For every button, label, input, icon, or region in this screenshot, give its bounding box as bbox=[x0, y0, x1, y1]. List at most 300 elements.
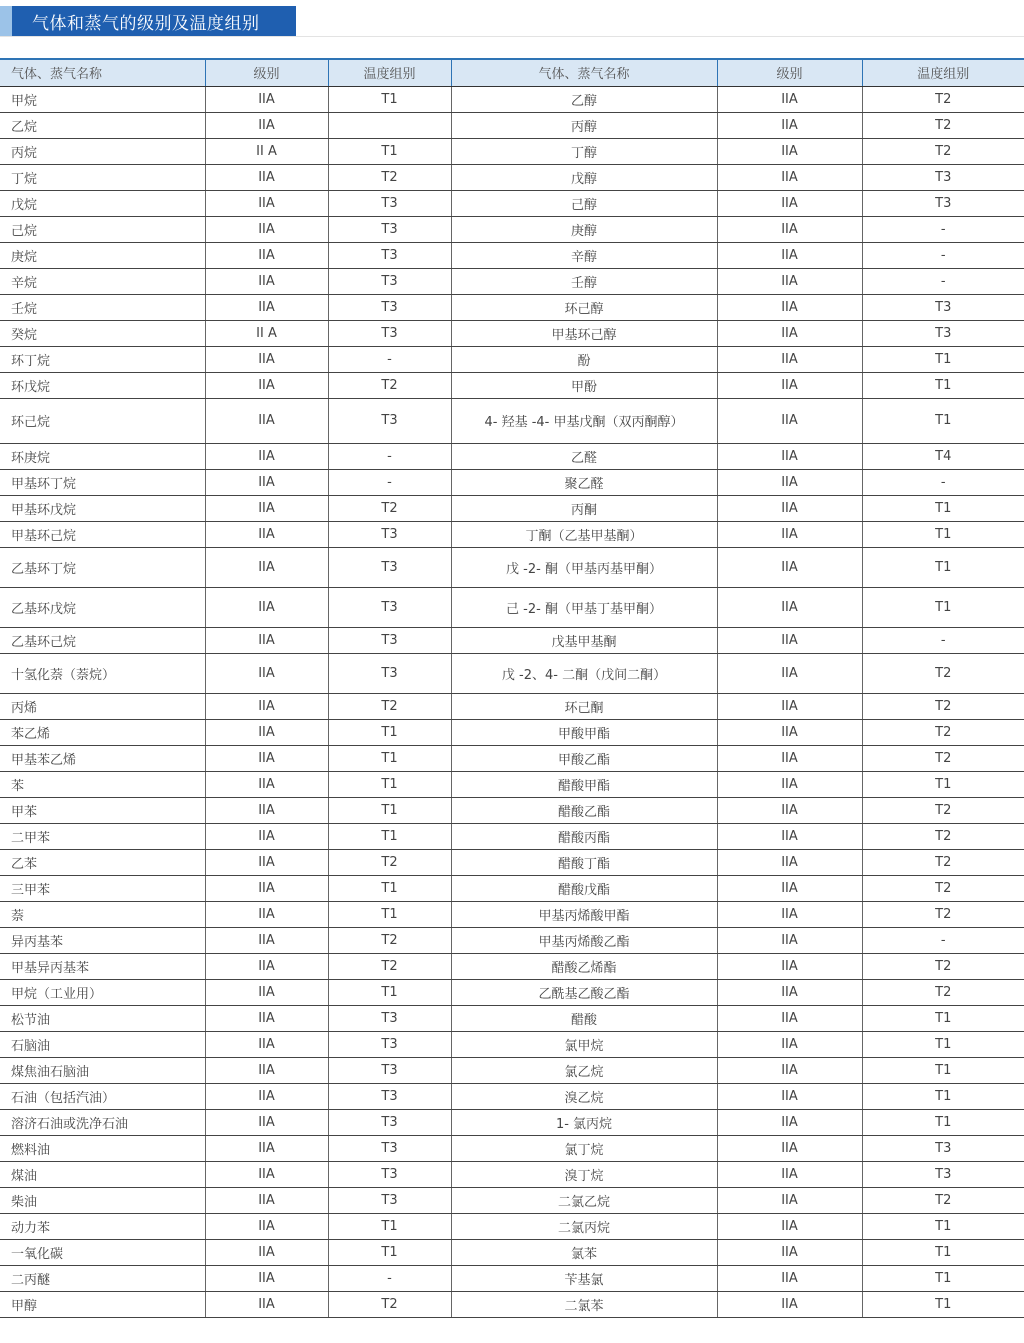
table-row bbox=[0, 112, 1024, 138]
cell-name-left: 三甲苯 bbox=[0, 875, 205, 901]
table-row bbox=[0, 346, 1024, 372]
cell-group-right: IIA bbox=[717, 745, 862, 771]
cell-temp-left: T3 bbox=[328, 1031, 451, 1057]
cell-group-right: IIA bbox=[717, 1239, 862, 1265]
cell-group-right: IIA bbox=[717, 443, 862, 469]
cell-temp-left: T3 bbox=[328, 398, 451, 443]
cell-temp-left: T3 bbox=[328, 653, 451, 693]
cell-group-left: IIA bbox=[205, 587, 328, 627]
cell-temp-left: - bbox=[328, 346, 451, 372]
cell-name-left: 石脑油 bbox=[0, 1031, 205, 1057]
table-row bbox=[0, 1265, 1024, 1291]
cell-temp-left: T3 bbox=[328, 547, 451, 587]
cell-group-left: IIA bbox=[205, 797, 328, 823]
cell-group-right: IIA bbox=[717, 294, 862, 320]
cell-temp-left: T3 bbox=[328, 190, 451, 216]
cell-group-left: IIA bbox=[205, 294, 328, 320]
cell-name-right: 戊 -2- 酮（甲基丙基甲酮） bbox=[451, 547, 717, 587]
cell-temp-right: T2 bbox=[862, 901, 1024, 927]
cell-temp-left: T3 bbox=[328, 216, 451, 242]
cell-name-right: 丙醇 bbox=[451, 112, 717, 138]
cell-temp-right: T1 bbox=[862, 372, 1024, 398]
table-row bbox=[0, 268, 1024, 294]
cell-name-left: 壬烷 bbox=[0, 294, 205, 320]
cell-group-right: IIA bbox=[717, 521, 862, 547]
cell-temp-right: T3 bbox=[862, 1135, 1024, 1161]
cell-group-left: IIA bbox=[205, 745, 328, 771]
cell-name-left: 甲醇 bbox=[0, 1291, 205, 1317]
header-name-1: 气体、蒸气名称 bbox=[0, 59, 205, 86]
table-row bbox=[0, 875, 1024, 901]
cell-group-left: IIA bbox=[205, 653, 328, 693]
cell-group-left: IIA bbox=[205, 1083, 328, 1109]
cell-temp-left: T2 bbox=[328, 849, 451, 875]
table-row bbox=[0, 1291, 1024, 1317]
header-group-1: 级别 bbox=[205, 59, 328, 86]
cell-name-left: 异丙基苯 bbox=[0, 927, 205, 953]
cell-temp-left: T1 bbox=[328, 797, 451, 823]
cell-name-right: 己 -2- 酮（甲基丁基甲酮） bbox=[451, 587, 717, 627]
table-row bbox=[0, 953, 1024, 979]
cell-group-left: IIA bbox=[205, 1135, 328, 1161]
cell-group-right: IIA bbox=[717, 587, 862, 627]
cell-temp-left: T1 bbox=[328, 979, 451, 1005]
title-divider bbox=[0, 36, 1024, 37]
cell-group-left: IIA bbox=[205, 1265, 328, 1291]
cell-temp-right: - bbox=[862, 469, 1024, 495]
cell-group-left: II A bbox=[205, 138, 328, 164]
table-row bbox=[0, 242, 1024, 268]
cell-name-right: 二氯乙烷 bbox=[451, 1187, 717, 1213]
cell-group-right: IIA bbox=[717, 1187, 862, 1213]
cell-temp-right: T2 bbox=[862, 653, 1024, 693]
cell-temp-right: T1 bbox=[862, 587, 1024, 627]
cell-group-right: IIA bbox=[717, 1109, 862, 1135]
cell-group-left: IIA bbox=[205, 875, 328, 901]
cell-group-left: IIA bbox=[205, 1057, 328, 1083]
cell-group-right: IIA bbox=[717, 1291, 862, 1317]
cell-temp-right: T1 bbox=[862, 521, 1024, 547]
cell-temp-right: T3 bbox=[862, 190, 1024, 216]
cell-group-right: IIA bbox=[717, 1057, 862, 1083]
table-row bbox=[0, 927, 1024, 953]
cell-name-right: 丙酮 bbox=[451, 495, 717, 521]
table-row bbox=[0, 443, 1024, 469]
cell-temp-left: T2 bbox=[328, 693, 451, 719]
cell-temp-right: T2 bbox=[862, 797, 1024, 823]
cell-group-right: IIA bbox=[717, 320, 862, 346]
table-row bbox=[0, 164, 1024, 190]
table-row bbox=[0, 693, 1024, 719]
cell-name-left: 一氧化碳 bbox=[0, 1239, 205, 1265]
cell-name-right: 氯甲烷 bbox=[451, 1031, 717, 1057]
table-row bbox=[0, 372, 1024, 398]
cell-name-left: 煤焦油石脑油 bbox=[0, 1057, 205, 1083]
cell-temp-right: T2 bbox=[862, 112, 1024, 138]
cell-name-right: 丁醇 bbox=[451, 138, 717, 164]
table-row bbox=[0, 901, 1024, 927]
cell-name-left: 甲基苯乙烯 bbox=[0, 745, 205, 771]
table-row bbox=[0, 1005, 1024, 1031]
table-row bbox=[0, 797, 1024, 823]
table-row bbox=[0, 1239, 1024, 1265]
cell-temp-left: T3 bbox=[328, 587, 451, 627]
cell-name-left: 动力苯 bbox=[0, 1213, 205, 1239]
cell-temp-right: T1 bbox=[862, 1109, 1024, 1135]
cell-group-left: IIA bbox=[205, 927, 328, 953]
cell-group-left: IIA bbox=[205, 398, 328, 443]
table-row bbox=[0, 745, 1024, 771]
header-group-2: 级别 bbox=[717, 59, 862, 86]
cell-name-left: 乙基环己烷 bbox=[0, 627, 205, 653]
cell-name-right: 戊 -2、4- 二酮（戊间二酮） bbox=[451, 653, 717, 693]
cell-group-right: IIA bbox=[717, 1161, 862, 1187]
cell-name-left: 甲基异丙基苯 bbox=[0, 953, 205, 979]
cell-group-left: IIA bbox=[205, 1239, 328, 1265]
cell-name-right: 二氯苯 bbox=[451, 1291, 717, 1317]
table-row bbox=[0, 190, 1024, 216]
cell-temp-right: T4 bbox=[862, 443, 1024, 469]
cell-temp-right: T1 bbox=[862, 1291, 1024, 1317]
cell-temp-left: T3 bbox=[328, 1187, 451, 1213]
table-row bbox=[0, 495, 1024, 521]
cell-temp-right: - bbox=[862, 268, 1024, 294]
cell-group-right: IIA bbox=[717, 216, 862, 242]
table-row bbox=[0, 653, 1024, 693]
cell-name-right: 氯苯 bbox=[451, 1239, 717, 1265]
cell-name-left: 二甲苯 bbox=[0, 823, 205, 849]
cell-temp-right: T2 bbox=[862, 138, 1024, 164]
cell-name-right: 乙酰基乙酸乙酯 bbox=[451, 979, 717, 1005]
gas-classification-table bbox=[0, 58, 1024, 1318]
cell-temp-right: T2 bbox=[862, 979, 1024, 1005]
table-row bbox=[0, 979, 1024, 1005]
cell-group-right: IIA bbox=[717, 1135, 862, 1161]
cell-name-right: 氯丁烷 bbox=[451, 1135, 717, 1161]
cell-name-right: 乙醛 bbox=[451, 443, 717, 469]
cell-group-right: IIA bbox=[717, 797, 862, 823]
cell-temp-right: T1 bbox=[862, 771, 1024, 797]
table-body bbox=[0, 86, 1024, 1317]
cell-group-right: IIA bbox=[717, 1005, 862, 1031]
cell-group-right: IIA bbox=[717, 190, 862, 216]
cell-name-right: 辛醇 bbox=[451, 242, 717, 268]
cell-group-left: IIA bbox=[205, 693, 328, 719]
cell-group-right: IIA bbox=[717, 1213, 862, 1239]
cell-temp-left: T3 bbox=[328, 268, 451, 294]
cell-name-right: 1- 氯丙烷 bbox=[451, 1109, 717, 1135]
cell-temp-left: T3 bbox=[328, 242, 451, 268]
table-header-row bbox=[0, 59, 1024, 86]
cell-name-right: 醋酸 bbox=[451, 1005, 717, 1031]
cell-temp-right: - bbox=[862, 927, 1024, 953]
table-row bbox=[0, 1187, 1024, 1213]
cell-name-left: 煤油 bbox=[0, 1161, 205, 1187]
cell-temp-right: T2 bbox=[862, 953, 1024, 979]
cell-temp-right: T1 bbox=[862, 346, 1024, 372]
cell-name-right: 醋酸乙烯酯 bbox=[451, 953, 717, 979]
cell-name-left: 环己烷 bbox=[0, 398, 205, 443]
cell-temp-right: - bbox=[862, 627, 1024, 653]
cell-name-left: 甲基环丁烷 bbox=[0, 469, 205, 495]
cell-name-left: 甲基环戊烷 bbox=[0, 495, 205, 521]
cell-name-left: 庚烷 bbox=[0, 242, 205, 268]
cell-name-left: 柴油 bbox=[0, 1187, 205, 1213]
cell-temp-left: T3 bbox=[328, 1109, 451, 1135]
cell-temp-left: - bbox=[328, 1265, 451, 1291]
header-name-2: 气体、蒸气名称 bbox=[451, 59, 717, 86]
cell-name-right: 己醇 bbox=[451, 190, 717, 216]
title-bar bbox=[0, 6, 296, 36]
cell-temp-left: T1 bbox=[328, 138, 451, 164]
cell-temp-left: T2 bbox=[328, 495, 451, 521]
cell-group-left: IIA bbox=[205, 268, 328, 294]
cell-temp-right: T2 bbox=[862, 693, 1024, 719]
cell-temp-left: T1 bbox=[328, 823, 451, 849]
cell-temp-left: T3 bbox=[328, 1057, 451, 1083]
cell-name-right: 乙醇 bbox=[451, 86, 717, 112]
cell-temp-left: - bbox=[328, 469, 451, 495]
cell-name-left: 环戊烷 bbox=[0, 372, 205, 398]
cell-temp-right: T2 bbox=[862, 86, 1024, 112]
cell-temp-right: T3 bbox=[862, 320, 1024, 346]
cell-group-left: IIA bbox=[205, 216, 328, 242]
cell-group-right: IIA bbox=[717, 495, 862, 521]
table-row bbox=[0, 294, 1024, 320]
cell-group-left: IIA bbox=[205, 346, 328, 372]
cell-temp-left bbox=[328, 112, 451, 138]
cell-temp-left: T1 bbox=[328, 1213, 451, 1239]
cell-group-right: IIA bbox=[717, 547, 862, 587]
cell-group-right: IIA bbox=[717, 268, 862, 294]
cell-name-left: 戊烷 bbox=[0, 190, 205, 216]
cell-name-left: 环庚烷 bbox=[0, 443, 205, 469]
cell-group-right: IIA bbox=[717, 901, 862, 927]
cell-temp-right: T1 bbox=[862, 1031, 1024, 1057]
cell-name-right: 氯乙烷 bbox=[451, 1057, 717, 1083]
cell-group-left: IIA bbox=[205, 1161, 328, 1187]
cell-group-left: IIA bbox=[205, 495, 328, 521]
cell-name-left: 辛烷 bbox=[0, 268, 205, 294]
cell-group-right: IIA bbox=[717, 875, 862, 901]
cell-temp-left: T2 bbox=[328, 1291, 451, 1317]
cell-group-left: IIA bbox=[205, 849, 328, 875]
cell-temp-right: - bbox=[862, 216, 1024, 242]
cell-group-left: IIA bbox=[205, 1031, 328, 1057]
cell-name-right: 甲酸乙酯 bbox=[451, 745, 717, 771]
cell-group-right: IIA bbox=[717, 469, 862, 495]
cell-group-left: IIA bbox=[205, 1291, 328, 1317]
cell-name-left: 己烷 bbox=[0, 216, 205, 242]
table-row bbox=[0, 1083, 1024, 1109]
table-row bbox=[0, 138, 1024, 164]
cell-name-left: 乙烷 bbox=[0, 112, 205, 138]
cell-name-left: 甲苯 bbox=[0, 797, 205, 823]
cell-name-right: 醋酸丙酯 bbox=[451, 823, 717, 849]
cell-name-right: 醋酸甲酯 bbox=[451, 771, 717, 797]
cell-temp-left: T2 bbox=[328, 164, 451, 190]
cell-name-right: 溴丁烷 bbox=[451, 1161, 717, 1187]
cell-temp-right: T1 bbox=[862, 495, 1024, 521]
cell-group-left: IIA bbox=[205, 86, 328, 112]
cell-name-right: 聚乙醛 bbox=[451, 469, 717, 495]
table-row bbox=[0, 547, 1024, 587]
cell-group-left: IIA bbox=[205, 1109, 328, 1135]
cell-group-right: IIA bbox=[717, 346, 862, 372]
cell-group-left: IIA bbox=[205, 521, 328, 547]
cell-temp-right: T2 bbox=[862, 1187, 1024, 1213]
cell-name-right: 庚醇 bbox=[451, 216, 717, 242]
cell-group-right: IIA bbox=[717, 979, 862, 1005]
table-row bbox=[0, 1031, 1024, 1057]
cell-name-left: 甲烷 bbox=[0, 86, 205, 112]
cell-name-right: 二氯丙烷 bbox=[451, 1213, 717, 1239]
cell-temp-left: T1 bbox=[328, 1239, 451, 1265]
cell-temp-left: T3 bbox=[328, 1005, 451, 1031]
cell-temp-left: T3 bbox=[328, 294, 451, 320]
table-row bbox=[0, 1135, 1024, 1161]
cell-name-right: 戊醇 bbox=[451, 164, 717, 190]
cell-name-right: 4- 羟基 -4- 甲基戊酮（双丙酮醇） bbox=[451, 398, 717, 443]
table-row bbox=[0, 1213, 1024, 1239]
cell-group-left: IIA bbox=[205, 979, 328, 1005]
cell-name-right: 醋酸戊酯 bbox=[451, 875, 717, 901]
cell-temp-right: T1 bbox=[862, 1005, 1024, 1031]
cell-temp-right: T2 bbox=[862, 849, 1024, 875]
cell-temp-right: T1 bbox=[862, 1083, 1024, 1109]
cell-group-left: IIA bbox=[205, 164, 328, 190]
cell-temp-left: T1 bbox=[328, 875, 451, 901]
cell-temp-left: T1 bbox=[328, 771, 451, 797]
cell-name-right: 环己酮 bbox=[451, 693, 717, 719]
cell-name-left: 乙基环戊烷 bbox=[0, 587, 205, 627]
cell-name-left: 溶济石油或洗净石油 bbox=[0, 1109, 205, 1135]
cell-group-right: IIA bbox=[717, 86, 862, 112]
cell-name-left: 甲烷（工业用） bbox=[0, 979, 205, 1005]
cell-name-right: 甲酸甲酯 bbox=[451, 719, 717, 745]
cell-temp-left: - bbox=[328, 443, 451, 469]
cell-name-left: 二丙醚 bbox=[0, 1265, 205, 1291]
table-row bbox=[0, 521, 1024, 547]
cell-temp-left: T3 bbox=[328, 1161, 451, 1187]
cell-temp-left: T3 bbox=[328, 627, 451, 653]
cell-group-right: IIA bbox=[717, 164, 862, 190]
cell-group-right: IIA bbox=[717, 653, 862, 693]
cell-group-left: IIA bbox=[205, 1005, 328, 1031]
cell-name-left: 松节油 bbox=[0, 1005, 205, 1031]
table-row bbox=[0, 216, 1024, 242]
cell-group-left: IIA bbox=[205, 953, 328, 979]
cell-group-right: IIA bbox=[717, 398, 862, 443]
table-row bbox=[0, 1057, 1024, 1083]
cell-name-right: 甲基环己醇 bbox=[451, 320, 717, 346]
cell-temp-right: T2 bbox=[862, 875, 1024, 901]
cell-name-left: 燃料油 bbox=[0, 1135, 205, 1161]
cell-temp-right: T3 bbox=[862, 164, 1024, 190]
header-temp-2: 温度组别 bbox=[862, 59, 1024, 86]
cell-group-right: IIA bbox=[717, 138, 862, 164]
cell-name-right: 甲基丙烯酸乙酯 bbox=[451, 927, 717, 953]
cell-group-left: IIA bbox=[205, 242, 328, 268]
cell-group-left: IIA bbox=[205, 1213, 328, 1239]
cell-name-left: 乙基环丁烷 bbox=[0, 547, 205, 587]
cell-temp-left: T3 bbox=[328, 521, 451, 547]
cell-group-left: IIA bbox=[205, 823, 328, 849]
cell-group-left: IIA bbox=[205, 112, 328, 138]
cell-group-left: IIA bbox=[205, 627, 328, 653]
cell-name-left: 丙烷 bbox=[0, 138, 205, 164]
cell-group-left: IIA bbox=[205, 1187, 328, 1213]
cell-temp-right: T2 bbox=[862, 719, 1024, 745]
cell-temp-left: T3 bbox=[328, 1083, 451, 1109]
cell-group-right: IIA bbox=[717, 771, 862, 797]
cell-group-left: IIA bbox=[205, 901, 328, 927]
cell-temp-right: T2 bbox=[862, 823, 1024, 849]
cell-group-left: II A bbox=[205, 320, 328, 346]
cell-group-right: IIA bbox=[717, 823, 862, 849]
table-row bbox=[0, 1109, 1024, 1135]
table-row bbox=[0, 771, 1024, 797]
cell-group-right: IIA bbox=[717, 693, 862, 719]
cell-group-left: IIA bbox=[205, 190, 328, 216]
cell-name-left: 乙苯 bbox=[0, 849, 205, 875]
cell-group-right: IIA bbox=[717, 927, 862, 953]
cell-name-left: 石油（包括汽油） bbox=[0, 1083, 205, 1109]
cell-name-left: 环丁烷 bbox=[0, 346, 205, 372]
cell-group-right: IIA bbox=[717, 719, 862, 745]
table-row bbox=[0, 320, 1024, 346]
cell-group-right: IIA bbox=[717, 1083, 862, 1109]
cell-temp-left: T3 bbox=[328, 1135, 451, 1161]
cell-temp-right: T1 bbox=[862, 1057, 1024, 1083]
cell-temp-left: T3 bbox=[328, 320, 451, 346]
cell-group-right: IIA bbox=[717, 627, 862, 653]
cell-group-right: IIA bbox=[717, 1031, 862, 1057]
cell-group-right: IIA bbox=[717, 372, 862, 398]
cell-group-right: IIA bbox=[717, 849, 862, 875]
cell-name-right: 甲酚 bbox=[451, 372, 717, 398]
cell-group-right: IIA bbox=[717, 112, 862, 138]
cell-temp-right: T1 bbox=[862, 1239, 1024, 1265]
cell-name-left: 丁烷 bbox=[0, 164, 205, 190]
table-row bbox=[0, 823, 1024, 849]
cell-temp-right: T1 bbox=[862, 1265, 1024, 1291]
cell-temp-left: T2 bbox=[328, 927, 451, 953]
cell-temp-left: T1 bbox=[328, 745, 451, 771]
cell-name-right: 苄基氯 bbox=[451, 1265, 717, 1291]
page-title: 气体和蒸气的级别及温度组别 bbox=[32, 13, 260, 34]
cell-name-right: 丁酮（乙基甲基酮） bbox=[451, 521, 717, 547]
cell-temp-right: T1 bbox=[862, 547, 1024, 587]
cell-temp-left: T1 bbox=[328, 86, 451, 112]
cell-name-right: 醋酸丁酯 bbox=[451, 849, 717, 875]
cell-name-left: 苯 bbox=[0, 771, 205, 797]
cell-group-right: IIA bbox=[717, 953, 862, 979]
cell-name-right: 酚 bbox=[451, 346, 717, 372]
table-row bbox=[0, 587, 1024, 627]
cell-name-right: 壬醇 bbox=[451, 268, 717, 294]
cell-name-left: 甲基环己烷 bbox=[0, 521, 205, 547]
cell-group-right: IIA bbox=[717, 242, 862, 268]
cell-temp-left: T1 bbox=[328, 901, 451, 927]
cell-temp-right: - bbox=[862, 242, 1024, 268]
cell-temp-right: T1 bbox=[862, 398, 1024, 443]
cell-name-right: 溴乙烷 bbox=[451, 1083, 717, 1109]
table-row bbox=[0, 627, 1024, 653]
cell-name-left: 丙烯 bbox=[0, 693, 205, 719]
cell-group-left: IIA bbox=[205, 547, 328, 587]
table-row bbox=[0, 719, 1024, 745]
